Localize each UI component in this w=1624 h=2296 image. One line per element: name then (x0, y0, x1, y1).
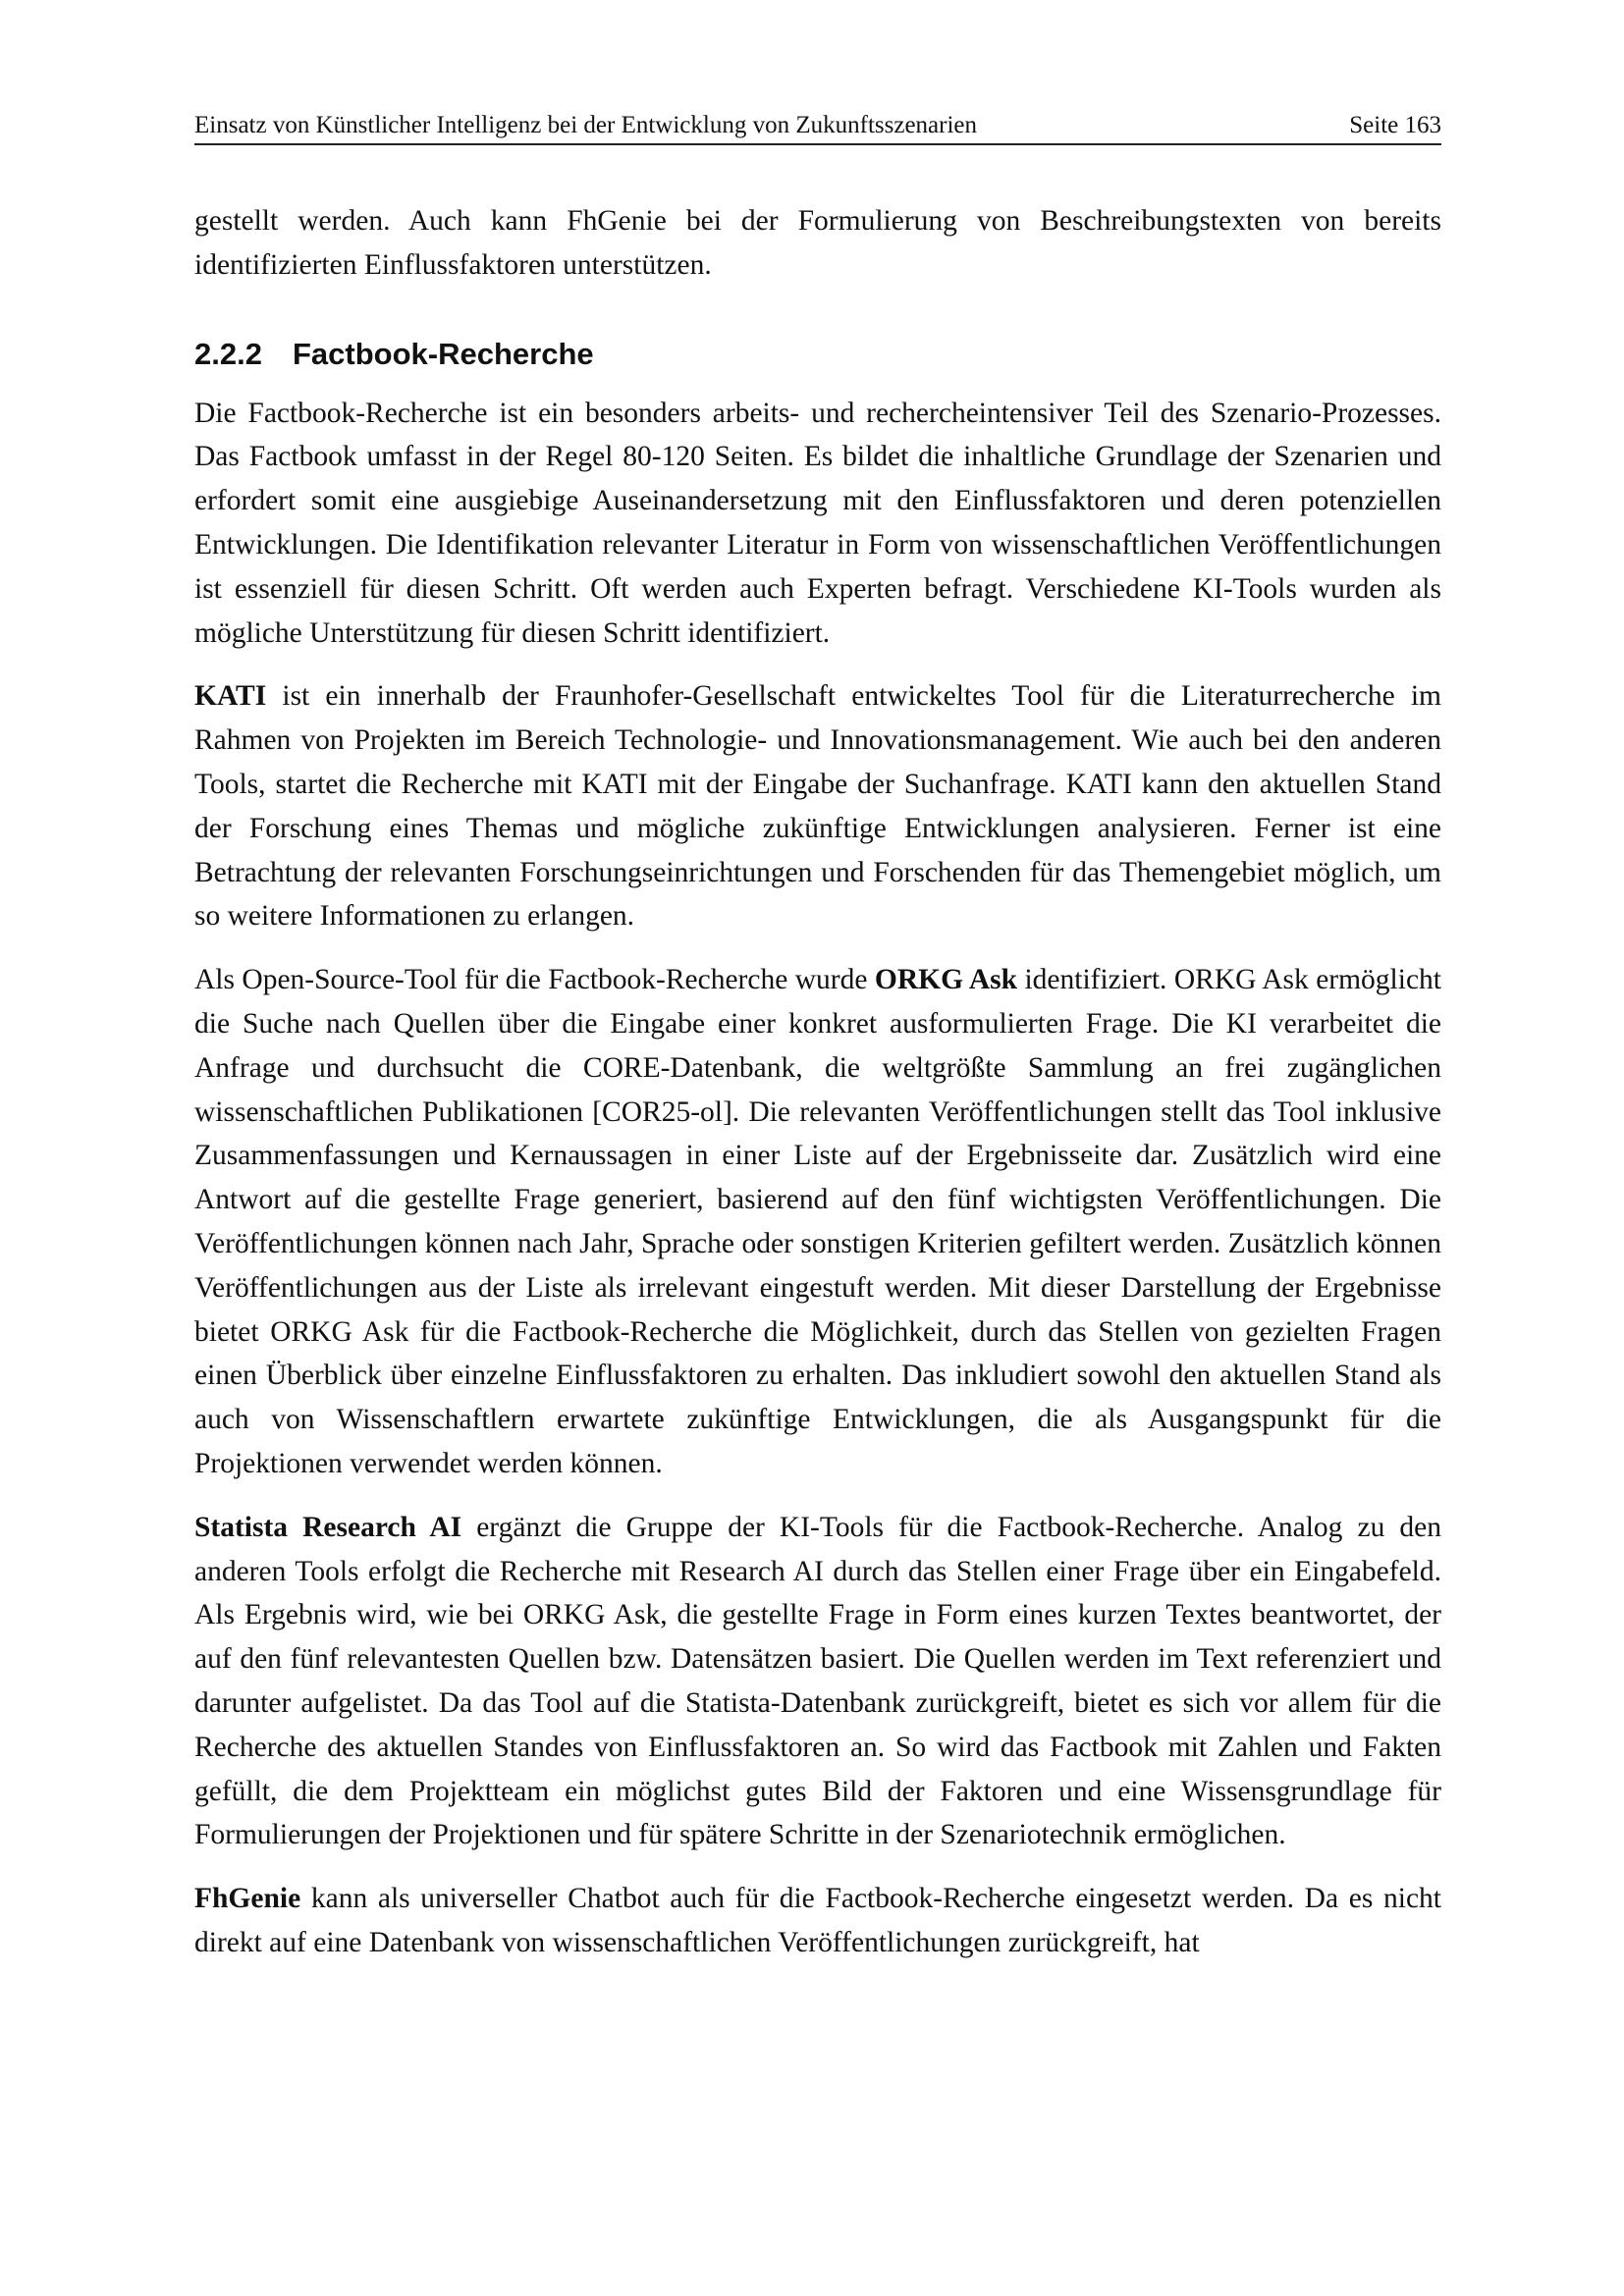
page-body (194, 199, 1441, 1985)
term-kati: KATI (194, 680, 267, 713)
page-number: Seite 163 (1349, 112, 1441, 138)
term-statista-research-ai: Statista Research AI (194, 1511, 462, 1543)
intro-paragraph: gestellt werden. Auch kann FhGenie bei der Formulierung von Beschreibungstexten von bereits identifizierten Einflussfaktoren unterstützen. (194, 205, 1441, 281)
paragraph-orkg-text: identifiziert. ORKG Ask ermöglicht die Suche nach Quellen über die Eingabe einer konkret ausformulierten Frage. Die KI verarbeitet die Anfrage und durchsucht die CORE-Datenbank, die weltgrößte Sammlung an frei zugänglichen wissenschaftlichen Publikationen [COR25-ol]. Die relevanten Veröffentlichungen stellt das Tool inklusive Zusammenfassungen und Kernaussagen in einer Liste auf der Ergebnisseite dar. Zusätzlich wird eine Antwort auf die gestellte Frage generiert, basierend auf den fünf wichtigsten Veröffentlichungen. Die Veröffentlichungen können nach Jahr, Sprache oder sonstigen Kriterien gefiltert werden. Zusätzlich können Veröffentlichungen aus der Liste als irrelevant eingestuft werden. Mit dieser Darstellung der Ergebnisse bietet ORKG Ask für die Factbook-Recherche die Möglichkeit, durch das Stellen von gezielten Fragen einen Überblick über einzelne Einflussfaktoren zu erhalten. Das inkludiert sowohl den aktuellen Stand als auch von Wissenschaftlern erwartete zukünftige Entwicklungen, die als Ausgangspunkt für die Projektionen verwendet werden können. (194, 964, 1441, 1479)
term-orkg-ask: ORKG Ask (874, 964, 1018, 996)
header-title: Einsatz von Künstlicher Intelligenz bei der Entwicklung von Zukunftsszenarien (194, 112, 977, 138)
paragraph-orkg-pre: Als Open-Source-Tool für die Factbook-Recherche wurde (194, 964, 875, 996)
section-number: 2.2.2 (194, 336, 262, 371)
section-heading (194, 333, 1441, 376)
paragraph-fhgenie (194, 1877, 1441, 1965)
paragraph-statista-text: ergänzt die Gruppe der KI-Tools für die Factbook-Recherche. Analog zu den anderen Tools erfolgt die Recherche mit Research AI durch das Stellen einer Frage über ein Eingabefeld. Als Ergebnis wird, wie bei ORKG Ask, die gestellte Frage in Form eines kurzen Textes beantwortet, der auf den fünf relevantesten Quellen bzw. Datensätzen basiert. Die Quellen werden im Text referenziert und darunter aufgelistet. Da das Tool auf die Statista-Datenbank zurückgreift, bietet es sich vor allem für die Recherche des aktuellen Standes von Einflussfaktoren an. So wird das Factbook mit Zahlen und Fakten gefüllt, die dem Projektteam ein möglichst gutes Bild der Faktoren und eine Wissensgrundlage für Formulierungen der Projektionen und für spätere Schritte in der Szenariotechnik ermöglichen. (194, 1511, 1441, 1851)
paragraph-fhgenie-text: kann als universeller Chatbot auch für die Factbook-Recherche eingesetzt werden. Da es nicht direkt auf eine Datenbank von wissenschaftlichen Veröffentlichungen zurückgreift, hat (194, 1883, 1441, 1958)
paragraph-kati (194, 674, 1441, 938)
paragraph-orkg-ask (194, 958, 1441, 1486)
running-header (194, 108, 1441, 145)
paragraph-kati-text: ist ein innerhalb der Fraunhofer-Gesellschaft entwickeltes Tool für die Literaturrecherche im Rahmen von Projekten im Bereich Technologie- und Innovationsmanagement. Wie auch bei den anderen Tools, startet die Recherche mit KATI mit der Eingabe der Suchanfrage. KATI kann den aktuellen Stand der Forschung eines Themas und mögliche zukünftige Entwicklungen analysieren. Ferner ist eine Betrachtung der relevanten Forschungseinrichtungen und Forschenden für das Themengebiet möglich, um so weitere Informationen zu erlangen. (194, 680, 1441, 933)
section-title: Factbook-Recherche (293, 336, 594, 371)
paragraph-statista (194, 1506, 1441, 1857)
term-fhgenie: FhGenie (194, 1883, 301, 1915)
paragraph-factbook-intro: Die Factbook-Recherche ist ein besonders arbeits- und rechercheintensiver Teil des Szenario-Prozesses. Das Factbook umfasst in der Regel 80-120 Seiten. Es bildet die inhaltliche Grundlage der Szenarien und erfordert somit eine ausgiebige Auseinandersetzung mit den Einflussfaktoren und deren potenziellen Entwicklungen. Die Identifikation relevanter Literatur in Form von wissenschaftlichen Veröffentlichungen ist essenziell für diesen Schritt. Oft werden auch Experten befragt. Verschiedene KI-Tools wurden als mögliche Unterstützung für diesen Schritt identifiziert. (194, 397, 1441, 649)
